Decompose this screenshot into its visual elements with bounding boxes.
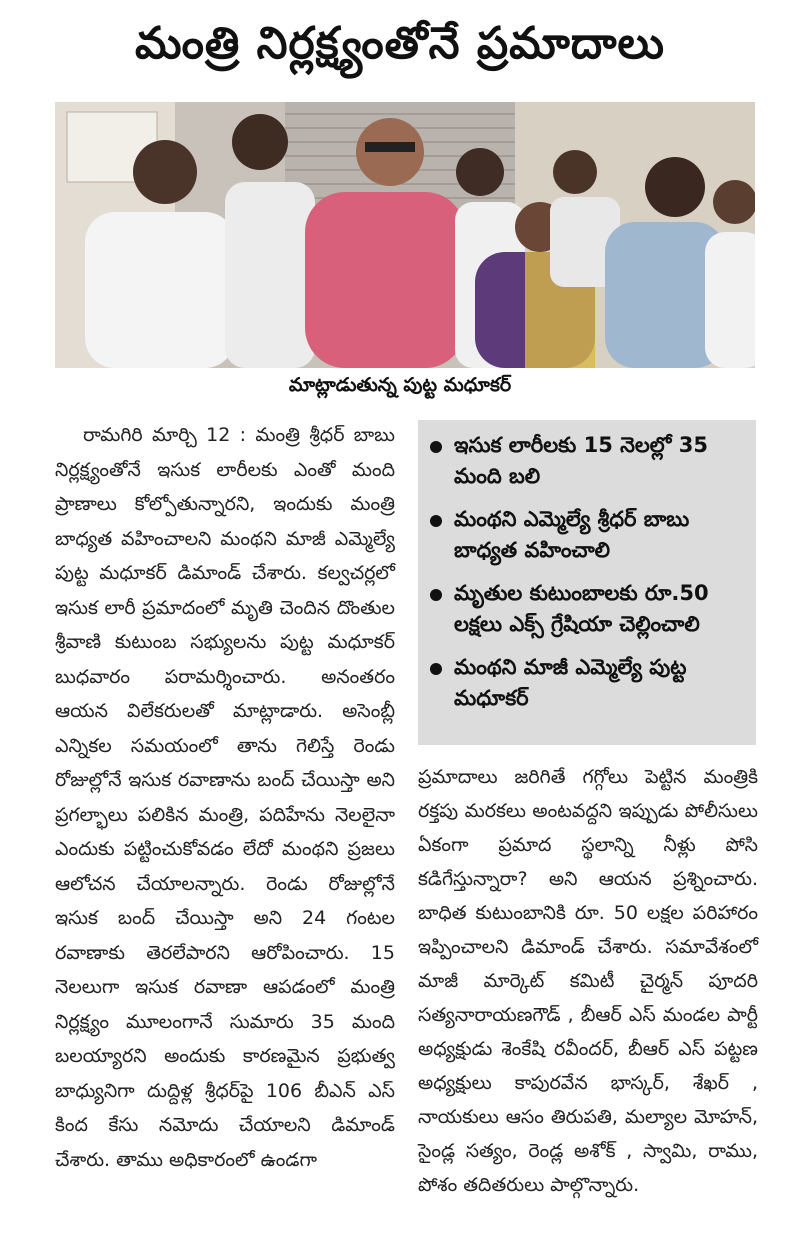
highlight-item (430, 504, 744, 566)
headline: మంత్రి నిర్లక్ష్యంతోనే ప్రమాదాలు (135, 18, 665, 69)
highlight-text: ఇసుక లారీలకు 15 నెలల్లో 35 మంది బలి (454, 433, 708, 488)
highlight-item (430, 578, 744, 640)
highlight-item (430, 430, 744, 492)
body-text-right: ప్రమాదాలు జరిగితే గగ్గోలు పెట్టిన మంత్రికి రక్తపు మరకలు అంటవద్దని ఇప్పుడు పోలీసులు ఏకంగా ప్రమాద స్థలాన్ని నీళ్లు పోసి కడిగేస్తున్నారా? అని ఆయన ప్రశ్నించారు. బాధిత కుటుంబానికి రూ. 50 లక్షల పరిహారం ఇప్పించాలని డిమాండ్ చేశారు. సమావేశంలో మాజీ మార్కెట్ కమిటీ చైర్మన్ పూదరి సత్యనారాయణగౌడ్ , బీఆర్ ఎస్ మండల పార్టీ అధ్యక్షుడు శెంకేషి రవీందర్, బీఆర్ ఎస్ పట్టణ అధ్యక్షులు కాపురవేన భాస్కర్, శేఖర్ , నాయకులు ఆసం తిరుపతి, మల్యాల మోహన్, సైండ్ల సత్యం, రెండ్ల అశోక్ , స్వామి, రాము, పోశం తదితరులు పాల్గొన్నారు. (418, 766, 758, 1196)
highlight-text: మంథని మాజీ ఎమ్మెల్యే పుట్ట మధూకర్ (454, 655, 687, 710)
article-body-right (418, 760, 758, 1202)
highlight-text: మృతుల కుటుంబాలకు రూ.50 లక్షలు ఎక్స్ గ్రేషియా చెల్లించాలి (454, 581, 709, 636)
bullet-icon (430, 589, 442, 601)
news-photo (55, 102, 755, 368)
highlight-text: మంథని ఎమ్మెల్యే శ్రీధర్ బాబు బాధ్యత వహించాలి (454, 507, 690, 562)
bullet-icon (430, 663, 442, 675)
highlights-box (418, 420, 756, 745)
photo-caption: మాట్లాడుతున్న పుట్ట మధూకర్ (288, 374, 512, 396)
article-body-left (55, 418, 395, 1177)
body-text-left: రామగిరి మార్చి 12 : మంత్రి శ్రీధర్ బాబు నిర్లక్ష్యంతోనే ఇసుక లారీలకు ఎంతో మంది ప్రాణాలు కోల్పోతున్నారని, ఇందుకు మంత్రి బాధ్యత వహించాలని మంథని మాజీ ఎమ్మెల్యే పుట్ట మధూకర్ డిమాండ్ చేశారు. కల్వచర్లలో ఇసుక లారీ ప్రమాదంలో మృతి చెందిన దొంతుల శ్రీవాణి కుటుంబ సభ్యులను పుట్ట మధూకర్ బుధవారం పరామర్శించారు. అనంతరం ఆయన విలేకరులతో మాట్లాడారు. అసెంబ్లీ ఎన్నికల సమయంలో తాను గెలిస్తే రెండు రోజుల్లోనే ఇసుక రవాణాను బంద్ చేయిస్తా అని ప్రగల్భాలు పలికిన మంత్రి, పదిహేను నెలలైనా ఎందుకు పట్టించుకోవడం లేదో మంథని ప్రజలు ఆలోచన చేయాలన్నారు. రెండు రోజుల్లోనే ఇసుక బంద్ చేయిస్తా అని 24 గంటల రవాణాకు తెరలేపారని ఆరోపించారు. 15 నెలలుగా ఇసుక రవాణా ఆపడంలో మంత్రి నిర్లక్ష్యం మూలంగానే సుమారు 35 మంది బలయ్యారని అందుకు కారణమైన ప్రభుత్వ బాధ్యునిగా దుద్దిళ్ల శ్రీధర్‌పై 106 బీఎన్ ఎస్ కింద కేసు నమోదు చేయాలని డిమాండ్ చేశారు. తాము అధికారంలో ఉండగా (55, 424, 395, 1171)
bullet-icon (430, 515, 442, 527)
highlight-item (430, 652, 744, 714)
bullet-icon (430, 441, 442, 453)
